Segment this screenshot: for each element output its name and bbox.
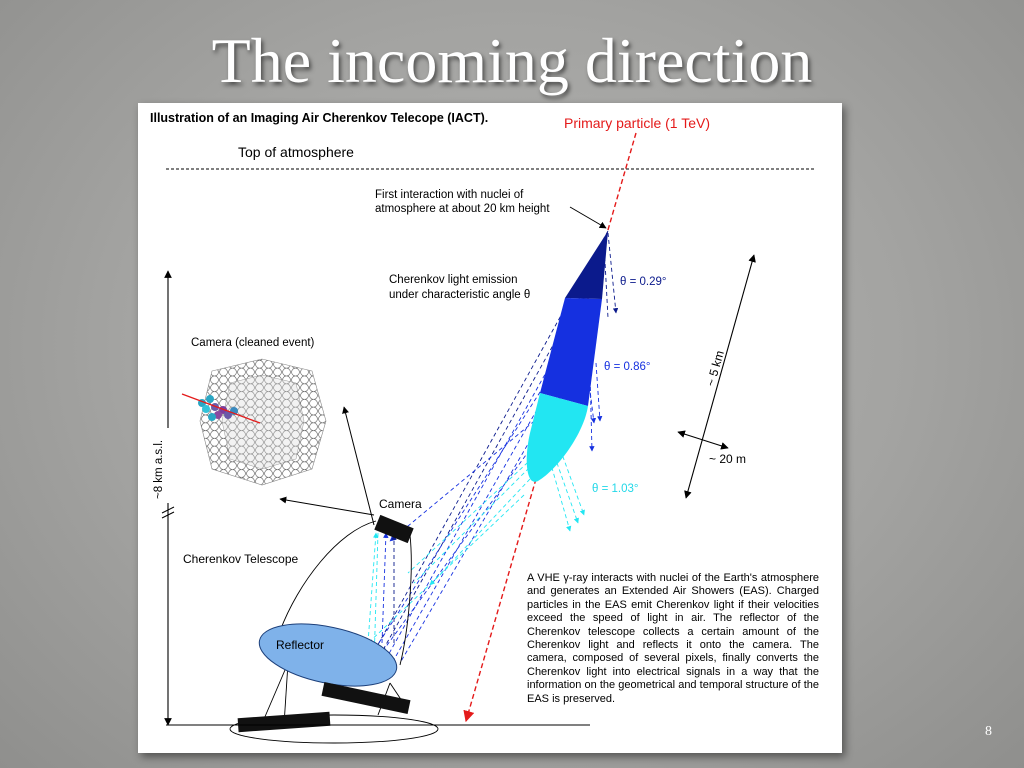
telescope-base-left xyxy=(238,712,331,732)
altitude-label: ~8 km a.s.l. xyxy=(153,439,165,499)
theta-label-2: θ = 0.86° xyxy=(604,361,651,373)
cherenkov-emission-label-1: Cherenkov light emission xyxy=(389,274,518,286)
shower-tail xyxy=(527,393,588,482)
telescope-label: Cherenkov Telescope xyxy=(183,552,299,566)
scale-5km-label: ~ 5 km xyxy=(703,349,727,388)
page-number: 8 xyxy=(985,724,992,739)
iact-description: A VHE γ-ray interacts with nuclei of the Earth's atmosphere and generates an Extended Air Showers (EAS). Charged particles in the EAS emit Cherenkov light if their velocities exceed the speed of light in air. The reflector of the Cherenkov telescope collects a certain amount of the Cherenkov light and reflects it onto the camera. The camera, composed of several pixels, finally converts the Cherenkov light into electrical signals in a way that the information on the geometrical and temporal structure of the EAS is preserved. xyxy=(527,572,819,705)
primary-particle-label: Primary particle (1 TeV) xyxy=(564,115,711,131)
scale-20m-arrow xyxy=(678,432,728,448)
top-of-atmosphere-label: Top of atmosphere xyxy=(238,144,354,160)
shower-middle xyxy=(540,298,602,406)
telescope-base-right xyxy=(322,682,411,714)
shower-tip xyxy=(565,231,608,299)
scale-20m-label: ~ 20 m xyxy=(709,452,747,466)
slide-title: The incoming direction xyxy=(211,25,813,96)
camera-hexagon xyxy=(182,359,326,485)
first-interaction-pointer xyxy=(570,207,606,228)
camera-label: Camera xyxy=(379,497,422,511)
cherenkov-emission-label-2: under characteristic angle θ xyxy=(389,289,531,301)
camera-zoom-arrow-2 xyxy=(280,499,374,515)
theta-label-1: θ = 0.29° xyxy=(620,276,667,288)
reflector-label: Reflector xyxy=(276,638,325,652)
camera-body xyxy=(374,515,413,543)
theta-label-3: θ = 1.03° xyxy=(592,483,639,495)
iact-figure xyxy=(138,103,842,753)
figure-heading: Illustration of an Imaging Air Cherenkov Telecope (IACT). xyxy=(150,111,489,125)
first-interaction-label-1: First interaction with nuclei of xyxy=(375,189,524,201)
camera-event-label: Camera (cleaned event) xyxy=(191,337,315,349)
air-shower xyxy=(527,231,608,482)
camera-zoom-arrow-1 xyxy=(344,407,374,525)
first-interaction-label-2: atmosphere at about 20 km height xyxy=(375,203,550,215)
